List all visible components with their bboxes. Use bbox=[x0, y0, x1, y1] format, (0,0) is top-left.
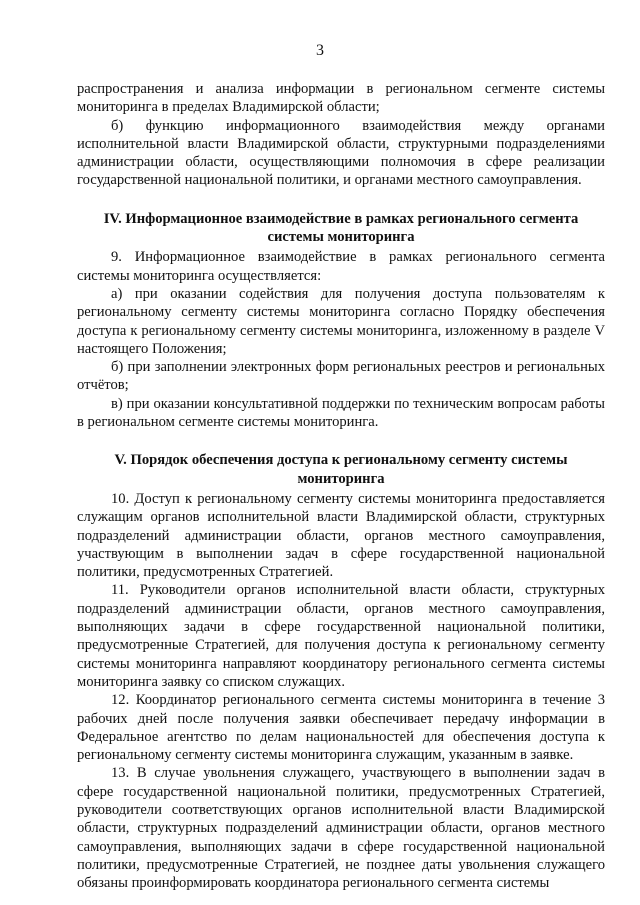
paragraph-9a: а) при оказании содействия для получения доступа пользователям к региональному сегменту системы мониторинга согласно Порядку обеспечения доступа к региональному сегменту системы мониторинга, изложенному в разделе V настоящего Положения; bbox=[77, 285, 605, 357]
paragraph-10: 10. Доступ к региональному сегменту системы мониторинга предоставляется служащим органов исполнительной власти Владимирской области, структурных подразделений администрации области, органов местного самоуправления, участвующим в выполнении задач в сфере государственной национальной политики, предусмотренных Стратегией. bbox=[77, 490, 605, 581]
paragraph-11: 11. Руководители органов исполнительной власти области, структурных подразделений администрации области, органов местного самоуправления, выполняющих задачи в сфере государственной национальной политики, предусмотренные Стратегией, для получения доступа к региональному сегменту системы мониторинга направляют координатору регионального сегмента системы мониторинга заявку со списком служащих. bbox=[77, 582, 605, 690]
paragraph-continuation: распространения и анализа информации в региональном сегменте системы мониторинга в пределах Владимирской области; bbox=[77, 81, 605, 116]
paragraph-9b: б) при заполнении электронных форм региональных реестров и региональных отчётов; bbox=[77, 359, 605, 394]
document-body bbox=[77, 80, 605, 892]
page-number: 3 bbox=[316, 42, 324, 59]
section-heading-v: V. Порядок обеспечения доступа к региональному сегменту системы мониторинга bbox=[114, 452, 568, 487]
paragraph-13: 13. В случае увольнения служащего, участвующего в выполнении задач в сфере государственной национальной политики, предусмотренных Стратегией, руководители соответствующих органов исполнительной власти Владимирской области, структурных подразделений администрации области, органов местного самоуправления, выполняющих задачи в сфере государственной национальной политики, предусмотренные Стратегией, не позднее даты увольнения служащего обязаны проинформировать координатора регионального сегмента системы bbox=[77, 765, 605, 892]
paragraph-item-b: б) функцию информационного взаимодействия между органами исполнительной власти Владимирской области, структурными подразделениями администрации области, осуществляющими полномочия в сфере реализации государственной национальной политики, и органами местного самоуправления. bbox=[77, 117, 605, 189]
paragraph-12: 12. Координатор регионального сегмента системы мониторинга в течение 3 рабочих дней после получения заявки обеспечивает передачу информации в Федеральное агентство по делам национальностей для обеспечения доступа к региональному сегменту системы мониторинга служащим, указанным в заявке. bbox=[77, 692, 605, 764]
paragraph-9c: в) при оказании консультативной поддержки по техническим вопросам работы в региональном сегменте системы мониторинга. bbox=[77, 395, 605, 431]
section-heading-iv: IV. Информационное взаимодействие в рамках регионального сегмента системы мониторинга bbox=[103, 210, 579, 246]
paragraph-9: 9. Информационное взаимодействие в рамках регионального сегмента системы мониторинга осуществляется: bbox=[77, 249, 605, 284]
